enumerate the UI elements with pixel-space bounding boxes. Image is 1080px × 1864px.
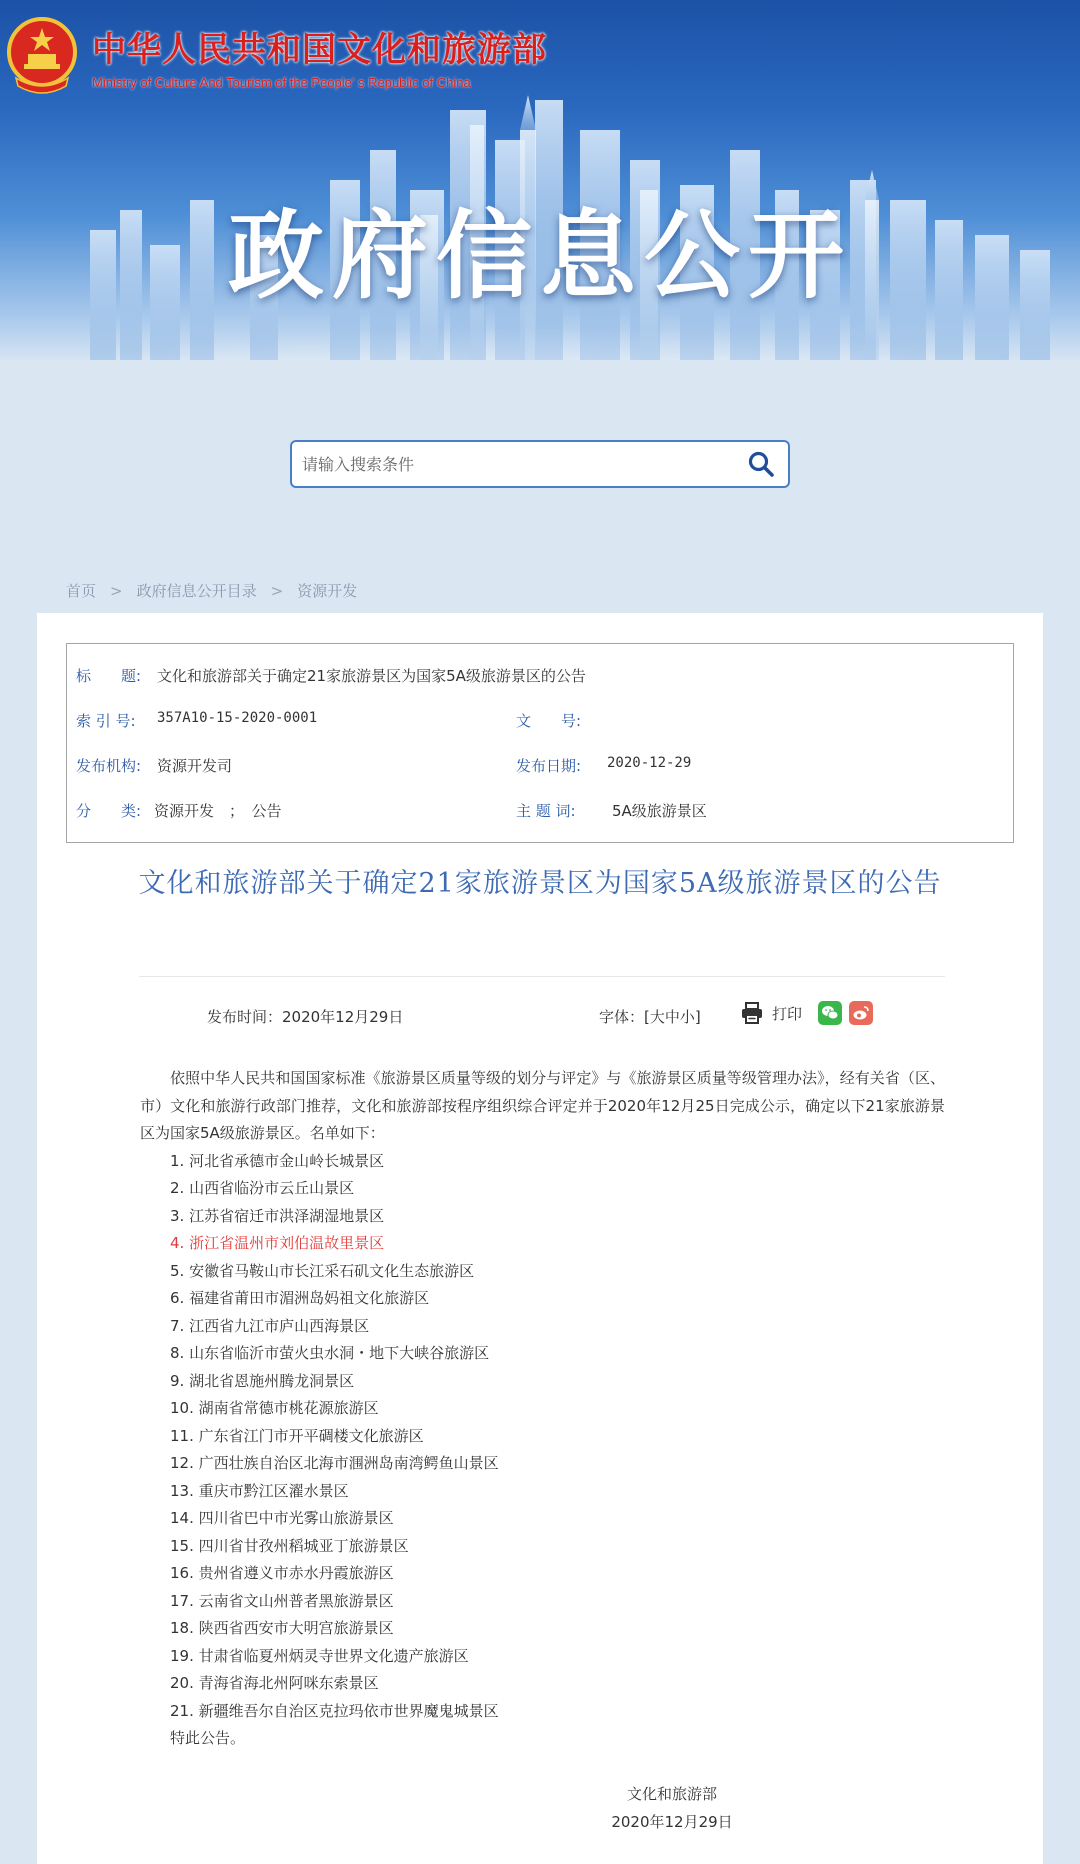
font-size-medium[interactable]: 中 xyxy=(664,1008,680,1026)
font-size-control xyxy=(599,1006,701,1027)
weibo-share-button[interactable] xyxy=(849,1001,873,1025)
header-banner xyxy=(0,0,1080,360)
list-item: 17. 云南省文山州普者黑旅游景区 xyxy=(170,1591,394,1610)
meta-category-label: 分 类: xyxy=(76,802,142,820)
list-item: 8. 山东省临沂市萤火虫水洞・地下大峡谷旅游区 xyxy=(170,1344,490,1362)
print-label: 打印 xyxy=(772,1004,803,1023)
font-bracket-close: ] xyxy=(694,1008,701,1026)
search-button[interactable] xyxy=(734,442,788,486)
list-item: 18. 陕西省西安市大明宫旅游景区 xyxy=(170,1619,394,1637)
national-emblem-icon xyxy=(6,16,78,96)
chevron-right-icon: > xyxy=(110,581,123,600)
list-item: 1. 河北省承德市金山岭长城景区 xyxy=(170,1151,385,1170)
meta-date-label: 发布日期: xyxy=(516,757,582,775)
meta-title-value: 文化和旅游部关于确定21家旅游景区为国家5A级旅游景区的公告 xyxy=(157,667,586,685)
meta-topic-label: 主 题 词: xyxy=(516,802,576,820)
meta-row-category xyxy=(67,800,1013,822)
breadcrumb xyxy=(66,580,357,601)
article-closing: 特此公告。 xyxy=(170,1729,246,1747)
content-panel xyxy=(37,613,1043,1864)
breadcrumb-home[interactable]: 首页 xyxy=(66,582,97,600)
list-item: 6. 福建省莆田市湄洲岛妈祖文化旅游区 xyxy=(170,1289,430,1307)
search-input[interactable] xyxy=(292,442,734,486)
font-size-small[interactable]: 小 xyxy=(679,1008,695,1026)
meta-publisher-value: 资源开发司 xyxy=(157,757,233,775)
list-item: 5. 安徽省马鞍山市长江采石矶文化生态旅游区 xyxy=(170,1261,475,1280)
list-item: 19. 甘肃省临夏州炳灵寺世界文化遗产旅游区 xyxy=(170,1646,469,1665)
list-item: 11. 广东省江门市开平碉楼文化旅游区 xyxy=(170,1426,424,1445)
meta-category-value: 资源开发 ； 公告 xyxy=(154,802,282,820)
list-item: 2. 山西省临汾市云丘山景区 xyxy=(170,1179,355,1197)
font-size-large[interactable]: 大 xyxy=(649,1008,665,1026)
publish-time: 发布时间：2020年12月29日 xyxy=(207,1008,404,1026)
wechat-share-button[interactable] xyxy=(818,1001,842,1025)
print-button[interactable] xyxy=(740,1001,802,1025)
breadcrumb-catalog[interactable]: 政府信息公开目录 xyxy=(136,582,257,600)
meta-publisher-label: 发布机构: xyxy=(76,757,142,775)
meta-index-label: 索 引 号: xyxy=(76,712,136,730)
list-item: 3. 江苏省宿迁市洪泽湖湿地景区 xyxy=(170,1206,385,1225)
printer-icon xyxy=(740,1001,764,1025)
article-title: 文化和旅游部关于确定21家旅游景区为国家5A级旅游景区的公告 xyxy=(138,868,942,899)
list-item: 20. 青海省海北州阿咪东索景区 xyxy=(170,1674,379,1692)
article-info-bar xyxy=(37,1001,1043,1031)
font-size-label: 字体： xyxy=(599,1008,645,1026)
meta-row-title xyxy=(67,665,1013,687)
list-item: 15. 四川省甘孜州稻城亚丁旅游景区 xyxy=(170,1536,409,1555)
meta-docno-label: 文 号: xyxy=(516,712,582,730)
list-item: 16. 贵州省遵义市赤水丹霞旅游区 xyxy=(170,1564,394,1582)
search-box xyxy=(290,440,790,488)
ministry-name-cn: 中华人民共和国文化和旅游部 xyxy=(92,30,547,70)
meta-row-publisher xyxy=(67,755,1013,777)
meta-topic-value: 5A级旅游景区 xyxy=(612,802,707,820)
article-body xyxy=(140,1065,945,1753)
list-item: 12. 广西壮族自治区北海市涠洲岛南湾鳄鱼山景区 xyxy=(170,1454,499,1472)
signature-date: 2020年12月29日 xyxy=(611,1813,733,1831)
search-icon xyxy=(747,450,775,478)
metadata-table xyxy=(66,643,1014,843)
wechat-icon xyxy=(818,1001,842,1025)
list-item: 14. 四川省巴中市光雾山旅游景区 xyxy=(170,1509,394,1527)
ministry-logo[interactable] xyxy=(6,16,547,96)
article-intro: 依照中华人民共和国国家标准《旅游景区质量等级的划分与评定》与《旅游景区质量等级管理办法》，经有关省（区、市）文化和旅游行政部门推荐，文化和旅游部按程序组织综合评定并于2020年12月25日完成公示，确定以下21家旅游景区为国家5A级旅游景区。名单如下： xyxy=(140,1069,945,1142)
signature-org: 文化和旅游部 xyxy=(626,1785,717,1803)
font-bracket-open: [ xyxy=(644,1008,650,1026)
meta-title-label: 标 题: xyxy=(76,667,142,685)
ministry-name-en: Ministry of Culture And Tourism of the People' s Republic of China xyxy=(92,75,471,90)
divider xyxy=(139,976,945,977)
breadcrumb-resource-dev[interactable]: 资源开发 xyxy=(297,582,358,600)
weibo-icon xyxy=(849,1001,873,1025)
meta-row-index xyxy=(67,710,1013,732)
list-item: 10. 湖南省常德市桃花源旅游区 xyxy=(170,1399,379,1417)
scenic-area-list xyxy=(140,1148,945,1726)
list-item: 9. 湖北省恩施州腾龙洞景区 xyxy=(170,1371,355,1390)
banner-title: 政府信息公开 xyxy=(228,200,852,312)
list-item: 21. 新疆维吾尔自治区克拉玛依市世界魔鬼城景区 xyxy=(170,1701,499,1720)
chevron-right-icon: > xyxy=(270,581,284,600)
list-item: 13. 重庆市黔江区濯水景区 xyxy=(170,1481,349,1500)
list-item: 4. 浙江省温州市刘伯温故里景区 xyxy=(170,1234,385,1252)
meta-date-value: 2020-12-29 xyxy=(607,755,692,771)
list-item: 7. 江西省九江市庐山西海景区 xyxy=(170,1316,370,1335)
meta-index-value: 357A10-15-2020-0001 xyxy=(157,710,318,726)
